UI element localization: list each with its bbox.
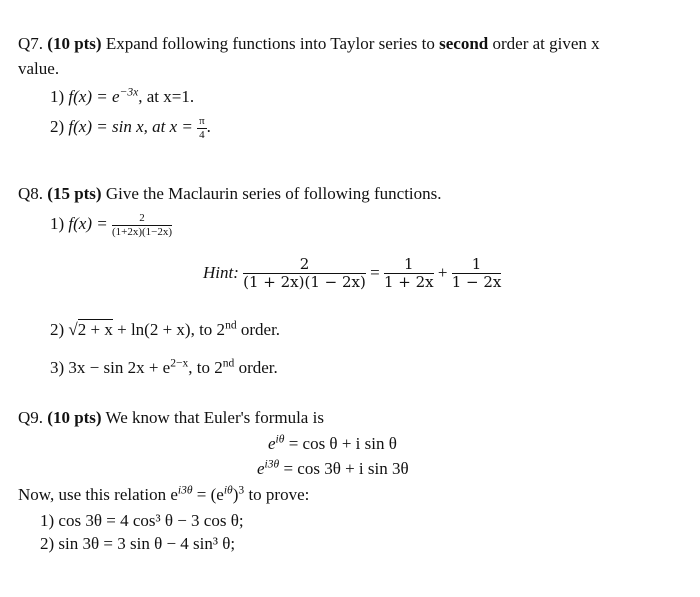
q7-item-1: 1) $f(x) = e^{-3x}$, at x=1. (50, 85, 195, 106)
q8-item-2: 2) √2 + x + ln(2 + x), to 2nd order. (50, 318, 281, 339)
sqrt-icon: √ (68, 320, 78, 339)
q8-item-1-fraction: $\frac{2}{(1+2x)(1-2x)}$ (111, 212, 173, 238)
q7-item-2: 2) f(x) = sin x, at x = $\frac{\pi}{4}$ . (50, 115, 211, 141)
q8-item-3: 3) $3x - \sin 2x + e^{2-x}$, to 2nd order. (50, 356, 278, 377)
euler-formula-3theta: $e^{i3\theta} = \cos 3\theta + i$ sin 3θ (257, 457, 409, 478)
pi-over-4-fraction: $\frac{\pi}{4}$ (199, 115, 205, 141)
hint-fraction-2: $\frac{1}{1 + 2x}$ (383, 255, 434, 291)
q7-heading-cont: value. (18, 59, 60, 78)
q9-heading: Q9. (10 pts) We know that Euler's formula is (18, 408, 324, 427)
euler-formula: $e^{i\theta} = \cos \theta + i$ sin θ (268, 432, 397, 453)
q8-hint: Hint: $\frac{2}{(1 + 2x)(1 - 2x)}$ = $\frac{1}{1 + 2x}$ + $\frac{1}{1 - 2x}$ (203, 255, 502, 291)
q9-item-2: 2) sin 3θ = 3 sin θ − 4 sin³ θ; (40, 534, 236, 553)
hint-fraction-3: $\frac{1}{1 - 2x}$ (451, 255, 502, 291)
q9-item-1: 1) cos 3θ = 4 cos³ θ − 3 cos θ; (40, 511, 244, 530)
q7-heading: Q7. (10 pts) Expand following functions into Taylor series to second order at given x (18, 34, 600, 53)
q8-item-1: 1) f(x) = $\frac{2}{(1+2x)(1-2x)}$ (50, 212, 173, 238)
q8-heading: Q8. (15 pts) Give the Maclaurin series of following functions. (18, 184, 442, 203)
hint-fraction-1: $\frac{2}{(1 + 2x)(1 - 2x)}$ (243, 255, 366, 291)
q9-prove-statement: Now, use this relation $e^{i3\theta} = (e^{i\theta})^3$ to prove: (18, 483, 310, 504)
